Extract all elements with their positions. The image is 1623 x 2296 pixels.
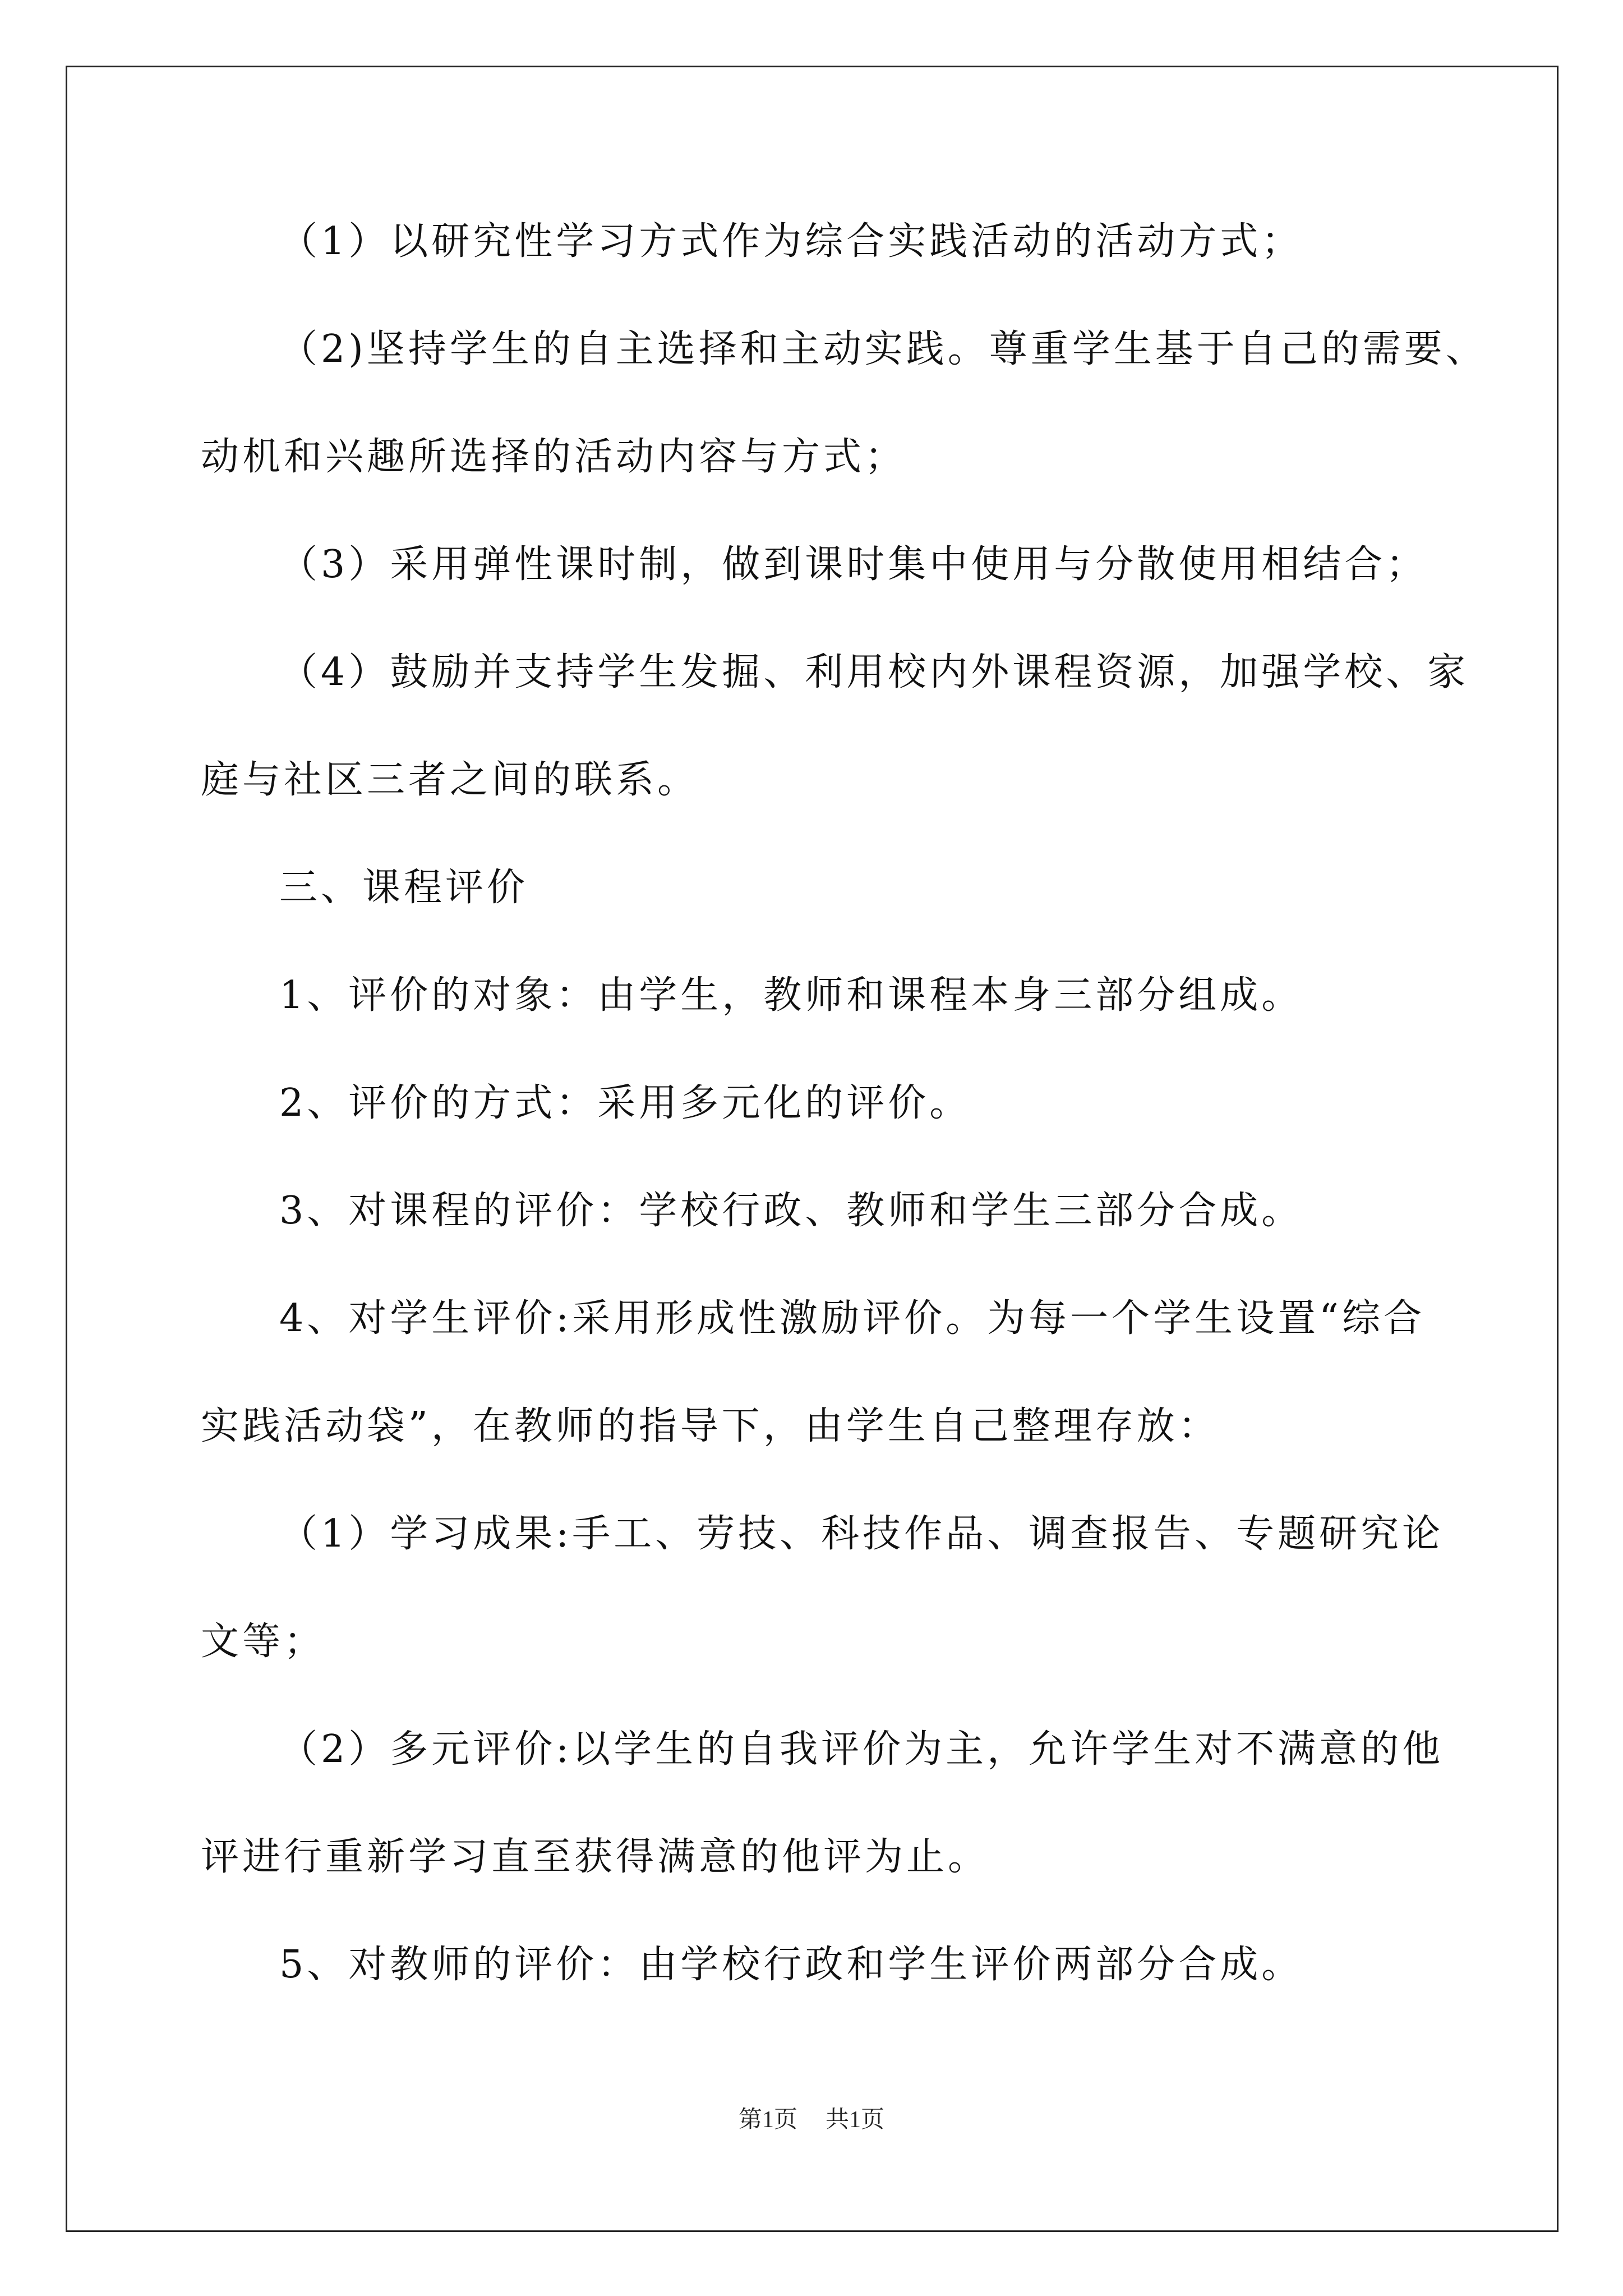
paragraph-10-line-2: 文等； xyxy=(201,1619,326,1664)
page-border xyxy=(66,66,1559,2232)
paragraph-4-line-2: 庭与社区三者之间的联系。 xyxy=(201,758,699,802)
paragraph-2-line-2: 动机和兴趣所选择的活动内容与方式； xyxy=(201,435,907,479)
paragraph-11-line-1: （2）多元评价:以学生的自我评价为主，允许学生对不满意的他 xyxy=(279,1727,1444,1772)
paragraph-9-line-2: 实践活动袋”，在教师的指导下，由学生自己整理存放： xyxy=(201,1404,1220,1448)
paragraph-12-line-1: 5、对教师的评价：由学校行政和学生评价两部分合成。 xyxy=(279,1943,1303,1987)
paragraph-7-line-1: 2、评价的方式：采用多元化的评价。 xyxy=(279,1081,971,1125)
section-heading: 三、课程评价 xyxy=(279,866,529,910)
page-total: 共1页 xyxy=(826,2107,885,2133)
paragraph-2-line-1: （2)坚持学生的自主选择和主动实践。尊重学生基于自己的需要、 xyxy=(279,327,1487,371)
paragraph-3-line-1: （3）采用弹性课时制，做到课时集中使用与分散使用相结合； xyxy=(279,542,1428,587)
page-number: 第1页 xyxy=(738,2107,797,2133)
paragraph-6-line-1: 1、评价的对象：由学生，教师和课程本身三部分组成。 xyxy=(279,973,1303,1018)
paragraph-8-line-1: 3、对课程的评价：学校行政、教师和学生三部分合成。 xyxy=(279,1189,1303,1233)
paragraph-10-line-1: （1）学习成果:手工、劳技、科技作品、调查报告、专题研究论 xyxy=(279,1512,1444,1556)
page-footer xyxy=(0,2105,1623,2135)
paragraph-11-line-2: 评进行重新学习直至获得满意的他评为止。 xyxy=(201,1835,990,1879)
paragraph-9-line-1: 4、对学生评价:采用形成性激励评价。为每一个学生设置“综合 xyxy=(279,1296,1425,1341)
paragraph-4-line-1: （4）鼓励并支持学生发掘、利用校内外课程资源，加强学校、家 xyxy=(279,650,1469,694)
paragraph-1-line-1: （1）以研究性学习方式作为综合实践活动的活动方式； xyxy=(279,219,1303,264)
